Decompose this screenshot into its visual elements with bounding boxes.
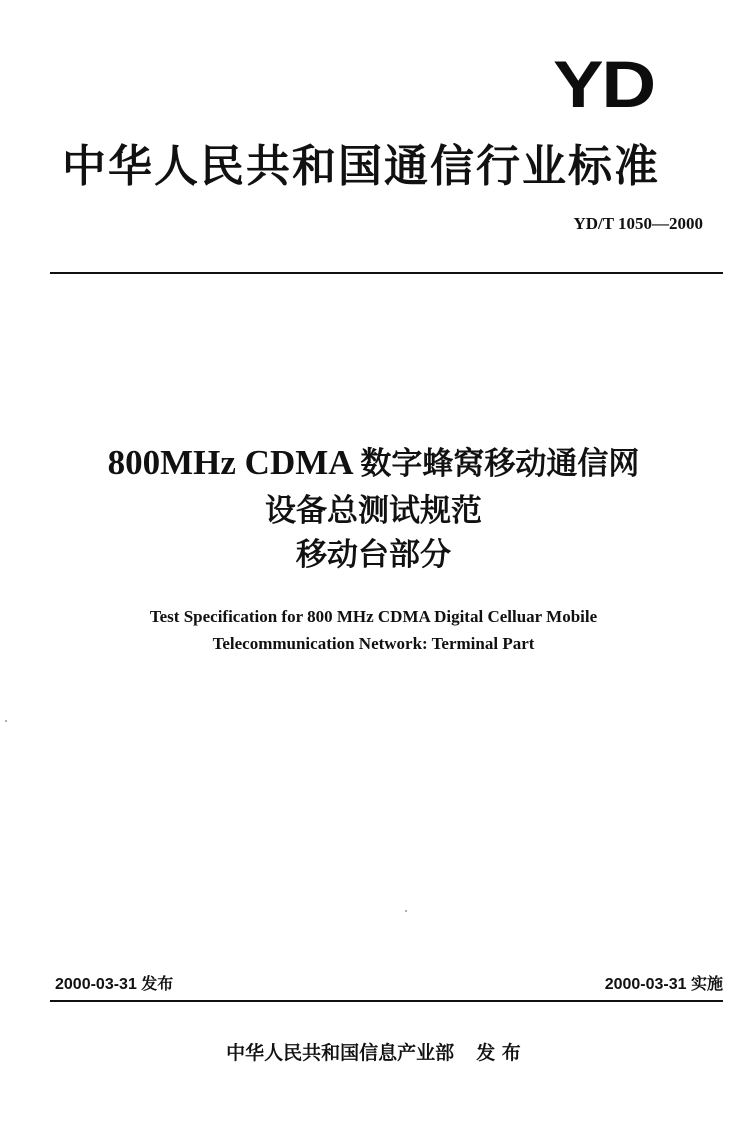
issuer-line bbox=[0, 1040, 747, 1066]
standard-number: YD/T 1050—2000 bbox=[573, 214, 703, 233]
issuer-name: 中华人民共和国信息产业部 bbox=[226, 1042, 455, 1064]
english-title-line-2: Telecommunication Network: Terminal Part bbox=[212, 634, 535, 653]
scan-speck bbox=[405, 910, 407, 912]
bottom-divider bbox=[50, 1000, 723, 1002]
standard-logo: YD bbox=[553, 47, 654, 121]
top-divider bbox=[50, 272, 723, 274]
chinese-title-line-2: 设备总测试规范 bbox=[265, 493, 482, 529]
release-date: 2000-03-31 发布 bbox=[55, 976, 174, 993]
chinese-title-line-1-cjk: 数字蜂窝移动通信网 bbox=[360, 446, 640, 482]
chinese-title-line-1-latin: 800MHz CDMA bbox=[107, 443, 352, 482]
standard-category-title: 中华人民共和国通信行业标准 bbox=[62, 141, 660, 192]
issue-word: 发 布 bbox=[476, 1042, 521, 1064]
chinese-title-line-1 bbox=[0, 440, 747, 487]
implementation-date: 2000-03-31 实施 bbox=[604, 976, 723, 993]
chinese-title-line-3: 移动台部分 bbox=[296, 537, 451, 573]
scan-speck bbox=[5, 720, 7, 722]
english-title-line-1: Test Specification for 800 MHz CDMA Digital Celluar Mobile bbox=[149, 607, 598, 626]
